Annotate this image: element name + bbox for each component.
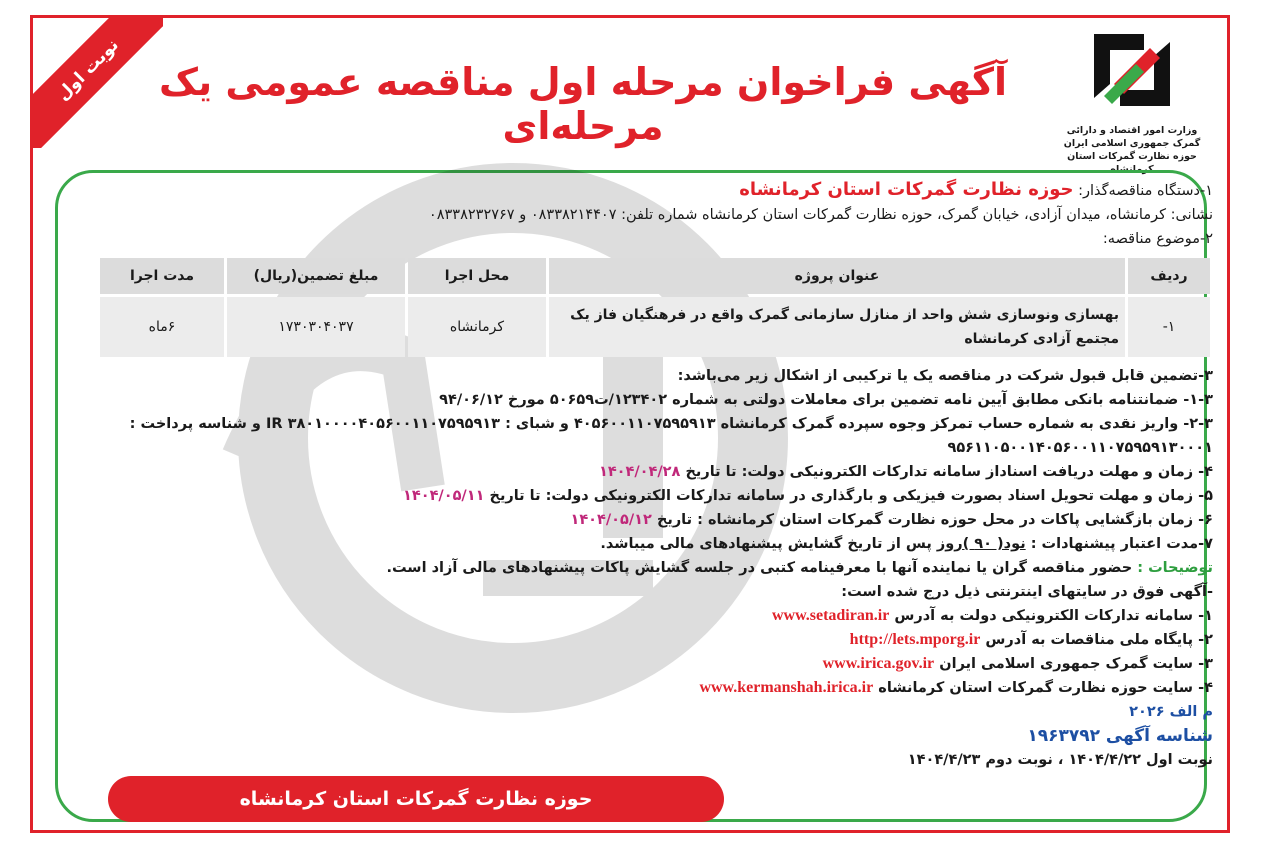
section-6: ۶- زمان بازگشایی پاکات در محل حوزه نظارت گمرکات استان کرمانشاه : تاریخ ۱۴۰۴/۰۵/۱۲ bbox=[570, 512, 1213, 528]
site-item: ۳- سایت گمرک جمهوری اسلامی ایران www.irica.gov.ir bbox=[822, 655, 1213, 672]
col-project-title: عنوان پروژه bbox=[549, 258, 1125, 294]
customs-logo bbox=[1057, 26, 1207, 176]
customs-emblem-icon bbox=[1084, 26, 1180, 114]
site-link-setadiran[interactable]: www.setadiran.ir bbox=[771, 607, 890, 624]
site-link-mporg[interactable]: http://lets.mporg.ir bbox=[849, 631, 981, 648]
col-duration: مدت اجرا bbox=[100, 258, 224, 294]
org-name: وزارت امور اقتصاد و دارائی گمرک جمهوری اسلامی ایران حوزه نظارت گمرکات استان کرمانشاه bbox=[1063, 125, 1201, 175]
date-submit-docs: ۱۴۰۴/۰۵/۱۱ bbox=[403, 488, 485, 504]
site-item: ۴- سایت حوزه نظارت گمرکات استان کرمانشاه www.kermanshah.irica.ir bbox=[699, 679, 1213, 696]
section-1: ۱-دستگاه مناقصه‌گذار: حوزه نظارت گمرکات استان کرمانشاه bbox=[739, 179, 1213, 200]
ad-frame bbox=[30, 15, 1230, 833]
section-4: ۴- زمان و مهلت دریافت اسناداز سامانه تدارکات الکترونیکی دولت: تا تاریخ ۱۴۰۴/۰۴/۲۸ bbox=[598, 464, 1213, 480]
announcement-body bbox=[73, 178, 1213, 772]
notes-label: توضیحات : bbox=[1137, 560, 1213, 576]
section-3-item-2: ۲-۳- واریز نقدی به شماره حساب تمرکز وجوه سپرده گمرک کرمانشاه ۴۰۵۶۰۰۱۱۰۷۵۹۵۹۱۳ و شبای : IR ۳۸۰۱۰۰۰۰۴۰۵۶۰۰۱۱۰۷۵۹۵۹۱۳ و شناسه پرداخت : ۹۵۶۱۱۰۵۰۰۱۴۰۵۶۰۰۱۱۰۷۵۹۵۹۱۳۰۰۰۱ bbox=[129, 416, 1213, 456]
col-row-number: ردیف bbox=[1128, 258, 1210, 294]
site-link-kermanshah[interactable]: www.kermanshah.irica.ir bbox=[699, 679, 874, 696]
tender-table bbox=[97, 255, 1213, 360]
publish-dates: نوبت اول ۱۴۰۴/۴/۲۲ ، نوبت دوم ۱۴۰۴/۴/۲۳ bbox=[907, 752, 1213, 768]
page-title: آگهی فراخوان مرحله اول مناقصه عمومی یک مرحله‌ای bbox=[158, 60, 1008, 148]
turn-badge bbox=[33, 18, 163, 148]
agency-name: حوزه نظارت گمرکات استان کرمانشاه bbox=[739, 179, 1074, 200]
date-receive-docs: ۱۴۰۴/۰۴/۲۸ bbox=[598, 464, 681, 480]
col-guarantee: مبلغ تضمین(ریال) bbox=[227, 258, 405, 294]
address-line: نشانی: کرمانشاه، میدان آزادی، خیابان گمرک، حوزه نظارت گمرکات استان کرمانشاه شماره تلفن: ۰۸۳۳۸۲۱۴۴۰۷ و ۰۸۳۳۸۲۳۲۷۶۷ bbox=[428, 207, 1213, 223]
site-item: ۱- سامانه تدارکات الکترونیکی دولت به آدرس www.setadiran.ir bbox=[771, 607, 1213, 624]
col-location: محل اجرا bbox=[408, 258, 546, 294]
date-opening: ۱۴۰۴/۰۵/۱۲ bbox=[570, 512, 652, 528]
turn-badge-label: نوبت اول bbox=[33, 18, 163, 148]
ad-id: شناسه آگهی ۱۹۶۳۷۹۲ bbox=[1027, 726, 1213, 746]
section-3-intro: ۳-تضمین قابل قبول شرکت در مناقصه یک یا ترکیبی از اشکال زیر می‌باشد: bbox=[677, 368, 1213, 384]
section-2: ۲-موضوع مناقصه: bbox=[1102, 231, 1213, 247]
footer-banner: حوزه نظارت گمرکات استان کرمانشاه bbox=[108, 776, 724, 822]
table-row: ۱- بهسازی ونوسازی شش واحد از منازل سازمانی گمرک واقع در فرهنگیان فاز یک مجتمع آزادی کرمانشاه کرمانشاه ۱۷۳۰۳۰۴۰۳۷ ۶ماه bbox=[100, 297, 1210, 357]
notes: توضیحات : حضور مناقصه گران یا نماینده آنها با معرفینامه کتبی در جلسه گشایش پاکات پیشنهادهای مالی آزاد است. bbox=[386, 560, 1213, 576]
section-7: ۷-مدت اعتبار پیشنهادات : نود( ۹۰ )روز پس از تاریخ گشایش پیشنهادهای مالی میباشد. bbox=[600, 536, 1213, 552]
sites-intro: -آگهی فوق در سایتهای اینترنتی ذیل درج شده است: bbox=[841, 584, 1213, 600]
site-link-irica[interactable]: www.irica.gov.ir bbox=[822, 655, 935, 672]
site-item: ۲- پایگاه ملی مناقصات به آدرس http://lets.mporg.ir bbox=[849, 631, 1213, 648]
malef-code: م الف ۲۰۲۶ bbox=[1129, 704, 1213, 720]
section-5: ۵- زمان و مهلت تحویل اسناد بصورت فیزیکی و بارگذاری در سامانه تدارکات الکترونیکی دولت: تا تاریخ ۱۴۰۴/۰۵/۱۱ bbox=[403, 488, 1213, 504]
table-header-row bbox=[100, 258, 1210, 294]
section-3-item-1: ۱-۳- ضمانتنامه بانکی مطابق آیین نامه تضمین برای معاملات دولتی به شماره ۱۲۳۴۰۲/ت۵۰۶۵۹ مورخ ۹۴/۰۶/۱۲ bbox=[439, 392, 1213, 408]
